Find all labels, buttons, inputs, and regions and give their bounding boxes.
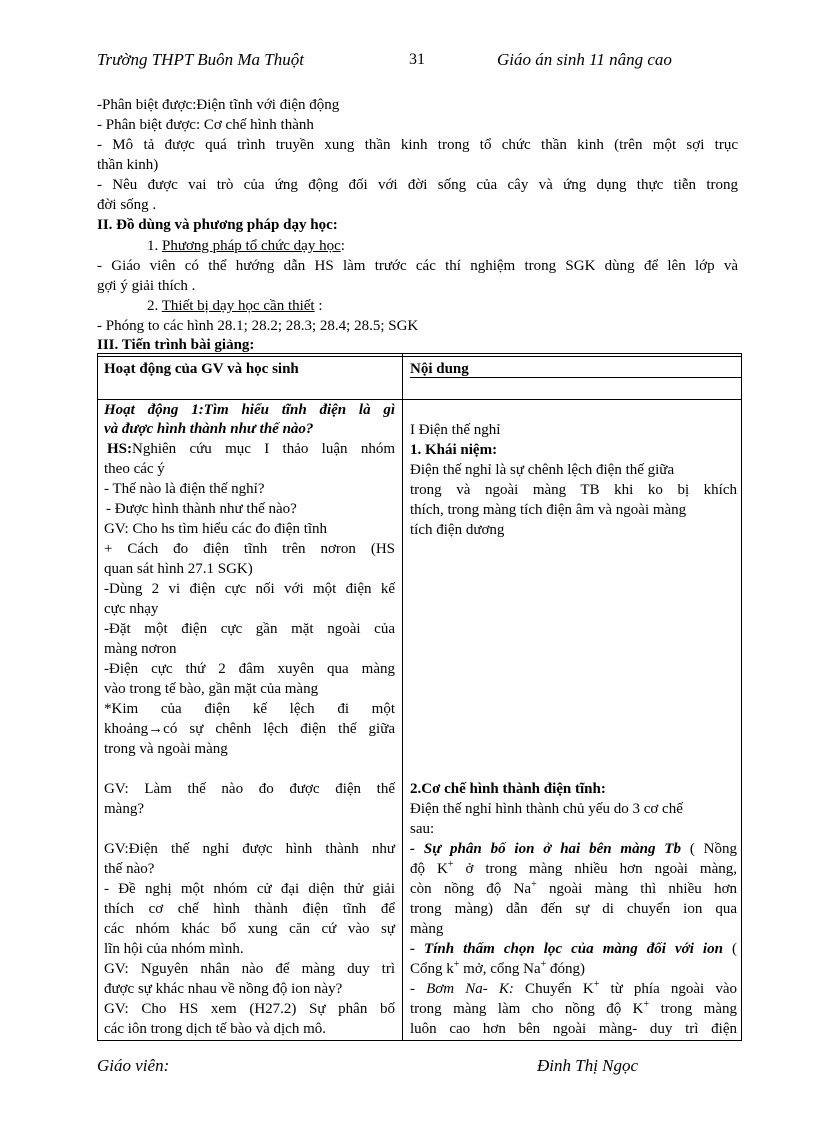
cell-text: Cổng k [410, 961, 454, 977]
cell-line: các nhóm khác bổ xung căn cứ vào sự [104, 921, 395, 937]
subsection-colon: : [340, 238, 345, 254]
cell-line: lĩn hội của nhóm mình. [104, 941, 244, 957]
cell-line: tích điện dương [410, 522, 505, 538]
cell-line: -Đặt một điện cực gần mặt ngoài của [104, 621, 395, 637]
cell-text: ngoài màng thì nhiều hơn [536, 881, 737, 897]
superscript: + [593, 979, 600, 990]
paragraph-line: - Phóng to các hình 28.1; 28.2; 28.3; 28.4; 28.5; SGK [97, 318, 419, 334]
cell-line: quan sát hình 27.1 SGK) [104, 561, 253, 577]
content-heading: 1. Khái niệm: [410, 442, 498, 458]
cell-text: ở trong màng nhiều hơn ngoài màng, [453, 861, 737, 877]
superscript: + [540, 959, 547, 970]
table-border [97, 1040, 742, 1041]
cell-text: ( Nồng [680, 841, 738, 857]
cell-line: theo các ý [104, 461, 165, 477]
subsection-number: 2. [147, 298, 159, 314]
cell-line: màng nơron [104, 641, 177, 657]
activity-heading: Hoạt động 1:Tìm hiểu tĩnh điện là gì [104, 402, 395, 418]
cell-line: màng [410, 921, 444, 937]
cell-line [410, 999, 737, 1019]
page-number: 31 [409, 51, 425, 68]
hs-label: HS: [107, 441, 133, 457]
mechanism-title: - Tính thấm chọn lọc của màng đối với ion [410, 941, 723, 957]
teacher-label: Giáo viên: [97, 1056, 170, 1075]
cell-text: Chuyển K [513, 981, 594, 997]
table-header-content: Nội dung [410, 361, 469, 377]
hs-text: Nghiên cứu mục I thảo luận nhóm [132, 441, 395, 457]
table-border [97, 353, 98, 1041]
cell-line: khoảng→có sự chênh lệch điện thế giữa [104, 721, 395, 737]
activity-heading: và được hình thành như thế nào? [104, 421, 314, 437]
table-header-activities: Hoạt động của GV và học sinh [104, 361, 299, 377]
table-border [97, 356, 742, 357]
school-name: Trường THPT Buôn Ma Thuột [97, 50, 304, 69]
objective-line: đời sống . [97, 197, 157, 213]
cell-line: + Cách đo điện tĩnh trên nơron (HS [104, 541, 395, 557]
paragraph-line: - Giáo viên có thể hướng dẫn HS làm trước các thí nghiệm trong SGK dùng để lên lớp và [97, 258, 738, 274]
cell-line [410, 859, 737, 879]
cell-line: GV: Làm thế nào đo được điện thế [104, 781, 395, 797]
cell-text: ( [722, 941, 737, 957]
cell-line: sau: [410, 821, 435, 837]
cell-line [410, 959, 585, 979]
cell-text: mở, cổng Na [459, 961, 541, 977]
objective-line: -Phân biệt được:Điện tĩnh với điện động [97, 97, 340, 113]
cell-line: GV: Nguyên nhân nào để màng duy trì [104, 961, 395, 977]
superscript: + [531, 879, 537, 890]
cell-line: màng? [104, 801, 144, 817]
cell-line: luôn cao hơn bên ngoài màng- duy trì điện [410, 1021, 737, 1037]
paragraph-line: gợi ý giải thích . [97, 278, 196, 294]
cell-line: các iôn trong dịch tế bào và dịch mô. [104, 1021, 327, 1037]
table-border [97, 353, 742, 354]
subsection-number: 1. [147, 238, 159, 254]
section-heading: III. Tiến trình bài giảng: [97, 337, 255, 353]
mechanism-title: - Bơm Na- K: [410, 981, 514, 997]
cell-text: độ K [410, 861, 448, 877]
section-heading: II. Đồ dùng và phương pháp dạy học: [97, 217, 338, 233]
cell-line: -Dùng 2 vi điện cực nối với một điện kế [104, 581, 395, 597]
subsection-heading [147, 236, 345, 256]
cell-line [410, 839, 737, 859]
cell-text: còn nồng độ Na [410, 881, 532, 897]
cell-line: -Điện cực thứ 2 đâm xuyên qua màng [104, 661, 395, 677]
cell-line: cực nhạy [104, 601, 159, 617]
cell-text: đóng) [546, 961, 586, 977]
cell-line: trong và ngoài màng [104, 741, 228, 757]
cell-line: trong và ngoài màng TB khi ko bị khích [410, 482, 737, 498]
cell-line: - Đề nghị một nhóm cử đại diện thử giải [104, 881, 395, 897]
cell-line: GV: Cho HS xem (H27.2) Sự phân bố [104, 1001, 395, 1017]
cell-line: được sự khác nhau về nồng độ ion này? [104, 981, 343, 997]
subsection-heading [147, 296, 323, 316]
cell-line: - Thế nào là điện thế nghỉ? [104, 481, 265, 497]
cell-line: Điện thế nghỉ là sự chênh lệch điện thế giữa [410, 462, 675, 478]
cell-line [410, 939, 737, 959]
subsection-colon: : [314, 298, 323, 314]
cell-line: vào trong tế bào, gần mặt của màng [104, 681, 319, 697]
cell-line [107, 439, 395, 459]
subject-title: Giáo án sinh 11 nâng cao [497, 50, 672, 69]
cell-line: trong màng) dẫn đến sự di chuyển ion qua [410, 901, 737, 917]
cell-line [410, 979, 737, 999]
superscript: + [447, 859, 454, 870]
cell-line: - Được hình thành như thế nào? [106, 501, 297, 517]
teacher-name: Đinh Thị Ngọc [537, 1056, 639, 1075]
cell-text: trong màng làm cho nồng độ K [410, 1001, 644, 1017]
cell-line [410, 879, 737, 899]
objective-line: - Phân biệt được: Cơ chế hình thành [97, 117, 314, 133]
superscript: + [643, 999, 650, 1010]
table-border [402, 353, 403, 1041]
cell-line: *Kim của điện kế lệch đi một [104, 701, 395, 717]
cell-line: Điện thế nghỉ hình thành chủ yếu do 3 cơ chế [410, 801, 683, 817]
objective-line: thần kinh) [97, 157, 159, 173]
cell-text: trong màng [649, 1001, 737, 1017]
subsection-title: Thiết bị dạy học cần thiết [161, 298, 315, 314]
cell-text: từ phía ngoài vào [599, 981, 738, 997]
cell-line: thế nào? [104, 861, 155, 877]
cell-line: GV: Cho hs tìm hiểu các đo điện tĩnh [104, 521, 328, 537]
cell-line: GV:Điện thế nghỉ được hình thành như [104, 841, 395, 857]
cell-line: thích cơ chế hình thành điện tĩnh để [104, 901, 395, 917]
objective-line: - Mô tả được quá trình truyền xung thần kinh trong tổ chức thần kinh (trên một sợi trục [97, 137, 738, 153]
superscript: + [453, 959, 460, 970]
content-heading: I Điện thế nghỉ [410, 422, 501, 438]
cell-line: thích, trong màng tích điện âm và ngoài màng [410, 502, 687, 518]
table-border [741, 353, 742, 1041]
objective-line: - Nêu được vai trò của ứng động đối với đời sống của cây và ứng dụng thực tiễn trong [97, 177, 738, 193]
content-heading: 2.Cơ chế hình thành điện tĩnh: [410, 781, 606, 797]
subsection-title: Phương pháp tổ chức dạy học [162, 238, 341, 254]
mechanism-title: - Sự phân bố ion ở hai bên màng Tb [410, 841, 681, 857]
